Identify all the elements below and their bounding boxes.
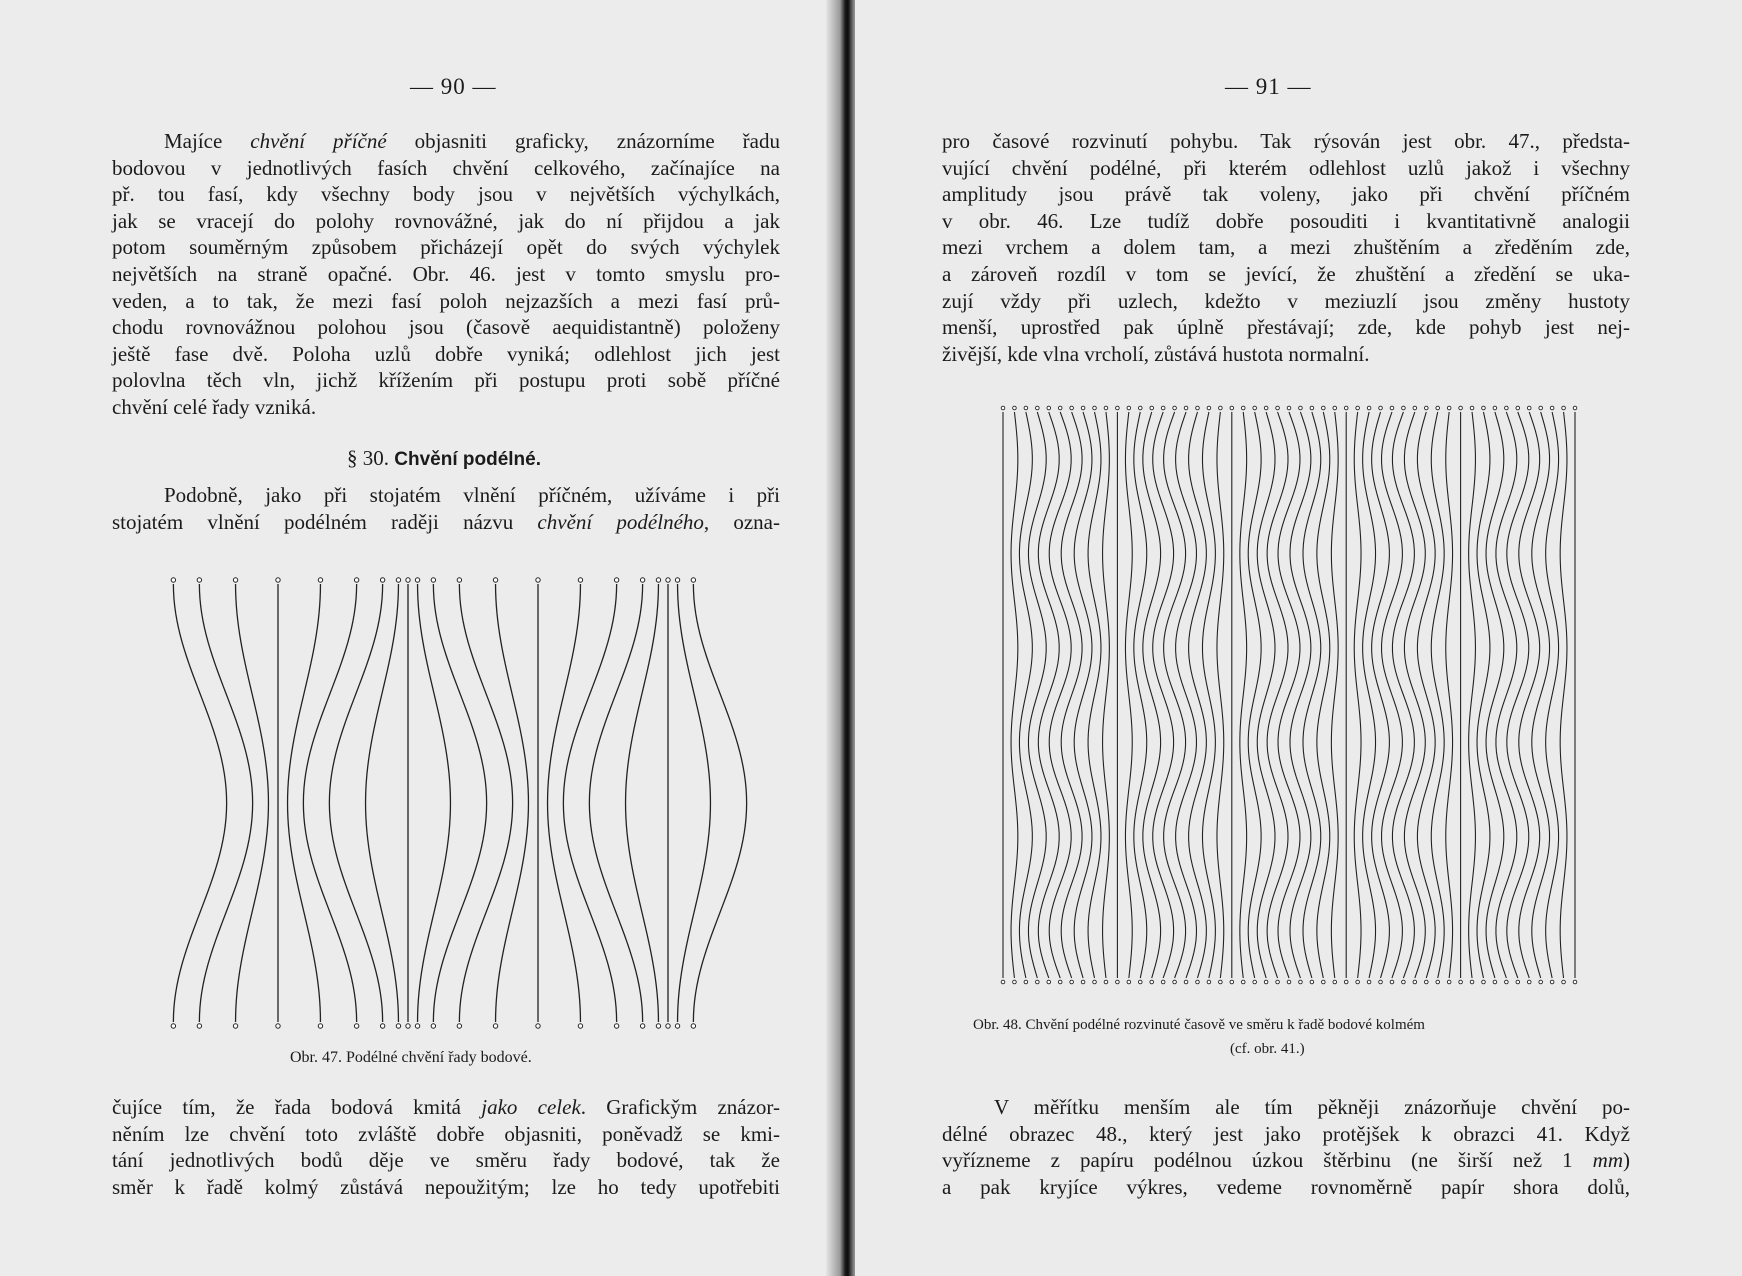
- point-marker: [1470, 406, 1474, 410]
- point-marker: [1116, 406, 1120, 410]
- text-line: v obr. 46. Lze tudíž dobře posouditi i kvantitativně analogii: [942, 208, 1630, 233]
- oscillation-line: [1125, 412, 1132, 978]
- point-marker: [171, 578, 175, 582]
- text-line: jak se vracejí do polohy rovnovážné, jak do ní přijdou a jak: [112, 208, 780, 233]
- oscillation-line: [1074, 412, 1092, 978]
- oscillation-line: [1103, 412, 1110, 978]
- paragraph-2: [942, 1094, 1630, 1200]
- point-marker: [276, 1024, 280, 1028]
- point-marker: [1436, 980, 1440, 984]
- point-marker: [666, 578, 670, 582]
- point-marker: [1390, 406, 1394, 410]
- text-line: polovlna těch vln, jichž křížením při postupu proti sobě příčné: [112, 368, 780, 393]
- oscillation-line: [1496, 412, 1517, 978]
- point-marker: [1230, 406, 1234, 410]
- point-marker: [1539, 406, 1543, 410]
- point-marker: [493, 578, 497, 582]
- point-marker: [1207, 980, 1211, 984]
- point-marker: [1356, 406, 1360, 410]
- point-marker: [1276, 980, 1280, 984]
- oscillation-line: [1019, 412, 1032, 978]
- point-marker: [691, 1024, 695, 1028]
- point-marker: [1024, 406, 1028, 410]
- point-marker: [1173, 406, 1177, 410]
- text-line: bodovou v jednotlivých fasích chvění celkového, začínajíce na: [112, 155, 780, 180]
- point-marker: [1322, 406, 1326, 410]
- point-marker: [1447, 980, 1451, 984]
- text-line: vyřízneme z papíru podélnou úzkou štěrbinu (ne širší než 1 mm): [942, 1148, 1630, 1173]
- text-line: tání jednotlivých bodů děje ve směru řady bodové, tak že: [112, 1148, 780, 1173]
- figure-48-caption: Obr. 48. Chvění podélné rozvinuté časově ve směru k řadě bodové kolmém: [973, 1017, 1425, 1033]
- point-marker: [1299, 980, 1303, 984]
- point-marker: [1127, 406, 1131, 410]
- point-marker: [1241, 980, 1245, 984]
- point-marker: [1379, 980, 1383, 984]
- point-marker: [1482, 406, 1486, 410]
- text-line: mezi vrchem a dolem tam, a mezi zhuštěním a zředěním zde,: [942, 235, 1630, 260]
- point-marker: [691, 578, 695, 582]
- point-marker: [640, 1024, 644, 1028]
- point-marker: [396, 1024, 400, 1028]
- point-marker: [536, 1024, 540, 1028]
- point-marker: [1287, 980, 1291, 984]
- point-marker: [1001, 980, 1005, 984]
- oscillation-line: [1143, 412, 1161, 978]
- oscillation-line: [1134, 412, 1147, 978]
- point-marker: [1081, 406, 1085, 410]
- oscillation-line: [433, 584, 486, 1022]
- text-line: chodu rovnovážnou polohou jsou (časově aequidistantně) položeny: [112, 315, 780, 340]
- oscillation-line: [1217, 412, 1224, 978]
- oscillation-line: [1061, 412, 1082, 978]
- point-marker: [1436, 406, 1440, 410]
- page-number: — 90 —: [410, 74, 497, 99]
- point-marker: [1184, 406, 1188, 410]
- figure-48-time-developed-vibration: [985, 400, 1585, 990]
- point-marker: [1264, 406, 1268, 410]
- point-marker: [1253, 980, 1257, 984]
- point-marker: [675, 578, 679, 582]
- point-marker: [1219, 980, 1223, 984]
- point-marker: [1573, 980, 1577, 984]
- page-number: — 91 —: [1225, 74, 1312, 99]
- point-marker: [1230, 980, 1234, 984]
- point-marker: [1127, 980, 1131, 984]
- text-line: Podobně, jako při stojatém vlnění příčném, užíváme i při: [164, 483, 780, 507]
- point-marker: [493, 1024, 497, 1028]
- text-line: menší, uprostřed pak úplně přestávají; zde, kde pohyb jest nej-: [942, 315, 1630, 340]
- point-marker: [1424, 980, 1428, 984]
- point-marker: [1196, 406, 1200, 410]
- point-marker: [1047, 980, 1051, 984]
- point-marker: [614, 1024, 618, 1028]
- point-marker: [1287, 406, 1291, 410]
- oscillation-line: [1363, 412, 1376, 978]
- point-marker: [1161, 406, 1165, 410]
- oscillation-line: [1153, 412, 1174, 978]
- right-page: [855, 0, 1742, 1276]
- oscillation-line: [1519, 412, 1540, 978]
- text-line: veden, a to tak, že mezi fasí poloh nejzazších a mezi fasí prů-: [112, 288, 780, 313]
- oscillation-line: [1469, 412, 1476, 978]
- point-marker: [1470, 980, 1474, 984]
- figure-47-caption: Obr. 47. Podélné chvění řady bodové.: [290, 1049, 532, 1066]
- point-marker: [1173, 980, 1177, 984]
- point-marker: [1573, 406, 1577, 410]
- point-marker: [380, 578, 384, 582]
- oscillation-line: [1417, 412, 1435, 978]
- point-marker: [1550, 980, 1554, 984]
- point-marker: [1058, 980, 1062, 984]
- point-marker: [1493, 406, 1497, 410]
- oscillation-line: [418, 584, 451, 1022]
- point-marker: [614, 578, 618, 582]
- point-marker: [1424, 406, 1428, 410]
- figure-47-longitudinal-vibration: [120, 570, 800, 1030]
- text-line: amplitudy jsou právě tak voleny, jako při chvění příčném: [942, 182, 1630, 207]
- oscillation-line: [693, 584, 746, 1022]
- left-page: [0, 0, 845, 1276]
- point-marker: [578, 578, 582, 582]
- text-line: ještě fase dvě. Poloha uzlů dobře vyniká; odlehlost jich jest: [112, 341, 780, 366]
- oscillation-line: [626, 584, 659, 1022]
- point-marker: [1001, 406, 1005, 410]
- point-marker: [354, 578, 358, 582]
- paragraph-1: [112, 128, 780, 421]
- point-marker: [1333, 406, 1337, 410]
- oscillation-line: [1560, 412, 1567, 978]
- point-marker: [1150, 980, 1154, 984]
- point-marker: [1219, 406, 1223, 410]
- oscillation-line: [1532, 412, 1550, 978]
- text-line: čujíce tím, že řada bodová kmitá jako celek. Graficky̌m znázor-: [112, 1095, 780, 1119]
- oscillation-line: [1382, 412, 1403, 978]
- point-marker: [1367, 406, 1371, 410]
- section-number: § 30.: [347, 446, 389, 470]
- point-marker: [656, 1024, 660, 1028]
- oscillation-line: [678, 584, 711, 1022]
- paragraph-2: [112, 482, 780, 535]
- point-marker: [1310, 980, 1314, 984]
- oscillation-line: [1354, 412, 1361, 978]
- point-marker: [1516, 980, 1520, 984]
- text-line: Majíce chvění příčné objasniti graficky, znázorníme řadu: [164, 129, 780, 153]
- oscillation-line: [1202, 412, 1215, 978]
- oscillation-line: [173, 584, 226, 1022]
- point-marker: [1058, 406, 1062, 410]
- point-marker: [1482, 980, 1486, 984]
- point-marker: [1116, 980, 1120, 984]
- point-marker: [1413, 406, 1417, 410]
- point-marker: [1527, 980, 1531, 984]
- oscillation-line: [1372, 412, 1390, 978]
- point-marker: [640, 578, 644, 582]
- oscillation-line: [1028, 412, 1046, 978]
- oscillation-line: [1011, 412, 1018, 978]
- oscillation-line: [1189, 412, 1207, 978]
- point-marker: [1047, 406, 1051, 410]
- point-marker: [171, 1024, 175, 1028]
- text-line: chvění celé řady vzniká.: [112, 394, 317, 419]
- point-marker: [406, 578, 410, 582]
- point-marker: [1344, 406, 1348, 410]
- point-marker: [1550, 406, 1554, 410]
- point-marker: [1333, 980, 1337, 984]
- text-line: př. tou fasí, kdy všechny body jsou v největších výchylkách,: [112, 182, 780, 207]
- point-marker: [1093, 980, 1097, 984]
- point-marker: [1322, 980, 1326, 984]
- oscillation-line: [1248, 412, 1261, 978]
- point-marker: [1184, 980, 1188, 984]
- paragraph-1: [942, 128, 1630, 367]
- point-marker: [1402, 980, 1406, 984]
- point-marker: [276, 578, 280, 582]
- point-marker: [457, 1024, 461, 1028]
- point-marker: [1276, 406, 1280, 410]
- point-marker: [1493, 980, 1497, 984]
- oscillation-line: [1431, 412, 1444, 978]
- point-marker: [318, 1024, 322, 1028]
- point-marker: [675, 1024, 679, 1028]
- point-marker: [1562, 406, 1566, 410]
- point-marker: [1013, 980, 1017, 984]
- point-marker: [1299, 406, 1303, 410]
- text-line: vující chvění podélné, při kterém odlehlost uzlů jakož i všechny: [942, 155, 1630, 180]
- point-marker: [1161, 980, 1165, 984]
- point-marker: [233, 578, 237, 582]
- text-line: V měřítku menším ale tím pěkněji znázorňuje chvění po-: [994, 1095, 1630, 1119]
- oscillation-line: [366, 584, 399, 1022]
- point-marker: [457, 578, 461, 582]
- point-marker: [1379, 406, 1383, 410]
- point-marker: [1356, 980, 1360, 984]
- point-marker: [1459, 406, 1463, 410]
- point-marker: [1138, 406, 1142, 410]
- point-marker: [415, 578, 419, 582]
- point-marker: [1081, 980, 1085, 984]
- oscillation-line: [1257, 412, 1275, 978]
- point-marker: [1367, 980, 1371, 984]
- point-marker: [1196, 980, 1200, 984]
- point-marker: [1516, 406, 1520, 410]
- point-marker: [536, 578, 540, 582]
- oscillation-line: [1038, 412, 1059, 978]
- point-marker: [1150, 406, 1154, 410]
- oscillation-line: [1404, 412, 1425, 978]
- point-marker: [1390, 980, 1394, 984]
- figure-48-caption-ref: (cf. obr. 41.): [1230, 1041, 1305, 1057]
- point-marker: [1070, 980, 1074, 984]
- point-marker: [197, 1024, 201, 1028]
- point-marker: [1013, 406, 1017, 410]
- point-marker: [1036, 980, 1040, 984]
- point-marker: [1344, 980, 1348, 984]
- oscillation-line: [1486, 412, 1504, 978]
- point-marker: [354, 1024, 358, 1028]
- text-line: zují vždy při uzlech, kdežto v meziuzlí jsou změny hustoty: [942, 288, 1630, 313]
- point-marker: [1562, 980, 1566, 984]
- point-marker: [1104, 406, 1108, 410]
- point-marker: [233, 1024, 237, 1028]
- point-marker: [431, 578, 435, 582]
- oscillation-line: [1546, 412, 1559, 978]
- point-marker: [1264, 980, 1268, 984]
- point-marker: [1024, 980, 1028, 984]
- point-marker: [1459, 980, 1463, 984]
- point-marker: [1207, 406, 1211, 410]
- point-marker: [1447, 406, 1451, 410]
- oscillation-line: [1267, 412, 1288, 978]
- text-line: délné obrazec 48., který jest jako protějšek k obrazci 41. Když: [942, 1121, 1630, 1146]
- text-line: potom souměrným způsobem přicházejí opět do svých výchylek: [112, 235, 780, 260]
- text-line: pro časové rozvinutí pohybu. Tak rýsován jest obr. 47., předsta-: [942, 129, 1630, 153]
- point-marker: [396, 578, 400, 582]
- oscillation-line: [1331, 412, 1338, 978]
- point-marker: [1253, 406, 1257, 410]
- point-marker: [380, 1024, 384, 1028]
- oscillation-line: [1317, 412, 1330, 978]
- point-marker: [1093, 406, 1097, 410]
- point-marker: [1413, 980, 1417, 984]
- text-line: směr k řadě kolmý zůstává nepoužitým; lze ho tedy upotřebiti: [112, 1174, 780, 1199]
- point-marker: [406, 1024, 410, 1028]
- point-marker: [666, 1024, 670, 1028]
- point-marker: [318, 578, 322, 582]
- point-marker: [1310, 406, 1314, 410]
- point-marker: [197, 578, 201, 582]
- text-line: největších na straně opačné. Obr. 46. jest v tomto smyslu pro-: [112, 261, 780, 286]
- text-line: a zároveň rozdíl v tom se jevící, že zhuštění a zředění se uka-: [942, 261, 1630, 286]
- point-marker: [1527, 406, 1531, 410]
- point-marker: [1505, 406, 1509, 410]
- oscillation-line: [1088, 412, 1101, 978]
- oscillation-line: [1176, 412, 1197, 978]
- oscillation-line: [329, 584, 382, 1022]
- oscillation-line: [589, 584, 642, 1022]
- point-marker: [1138, 980, 1142, 984]
- point-marker: [1505, 980, 1509, 984]
- oscillation-line: [1290, 412, 1311, 978]
- point-marker: [1104, 980, 1108, 984]
- point-marker: [656, 578, 660, 582]
- point-marker: [1241, 406, 1245, 410]
- point-marker: [1539, 980, 1543, 984]
- text-line: stojatém vlnění podélném raději názvu chvění podélného, ozna-: [112, 509, 780, 534]
- text-line: a pak kryjíce výkres, vedeme rovnoměrně papír shora dolů,: [942, 1174, 1630, 1199]
- oscillation-line: [1303, 412, 1321, 978]
- text-line: živější, kde vlna vrcholí, zůstává hustota normalní.: [942, 341, 1370, 366]
- point-marker: [578, 1024, 582, 1028]
- text-line: něním lze chvění toto zvláště dobře objasniti, poněvadž se kmi-: [112, 1121, 780, 1146]
- oscillation-line: [1477, 412, 1490, 978]
- point-marker: [415, 1024, 419, 1028]
- section-title: Chvění podélné.: [394, 449, 541, 470]
- point-marker: [431, 1024, 435, 1028]
- oscillation-line: [1446, 412, 1453, 978]
- point-marker: [1036, 406, 1040, 410]
- point-marker: [1402, 406, 1406, 410]
- paragraph-3: [112, 1094, 780, 1200]
- section-heading: [347, 446, 541, 471]
- point-marker: [1070, 406, 1074, 410]
- oscillation-line: [1240, 412, 1247, 978]
